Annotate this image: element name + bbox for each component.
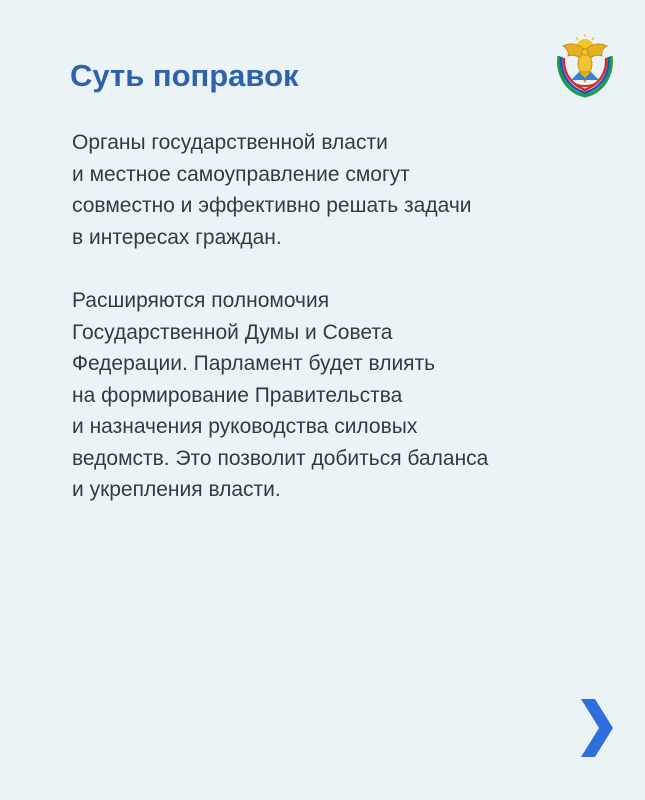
- text-line: Расширяются полномочия: [72, 289, 330, 312]
- page-title: Суть поправок: [70, 58, 299, 93]
- text-line: совместно и эффективно решать задачи: [72, 194, 472, 217]
- text-line: и укрепления власти.: [72, 478, 281, 501]
- text-line: и местное самоуправление смогут: [72, 162, 410, 186]
- text-line: и назначения руководства силовых: [72, 415, 418, 438]
- text-line: в интересах граждан.: [72, 225, 282, 249]
- paragraph-local-government: [72, 127, 617, 253]
- text-line: Федерации. Парламент будет влиять: [72, 352, 436, 375]
- chevron-right-icon[interactable]: [573, 697, 617, 759]
- dagestan-coat-of-arms-icon: [549, 28, 621, 100]
- text-line: на формирование Правительства: [72, 383, 403, 407]
- content: [72, 127, 617, 506]
- paragraph-parliament-powers: [72, 285, 617, 506]
- text-line: ведомств. Это позволит добиться баланса: [72, 446, 489, 470]
- text-line: Государственной Думы и Совета: [72, 320, 393, 344]
- text-line: Органы государственной власти: [72, 131, 388, 154]
